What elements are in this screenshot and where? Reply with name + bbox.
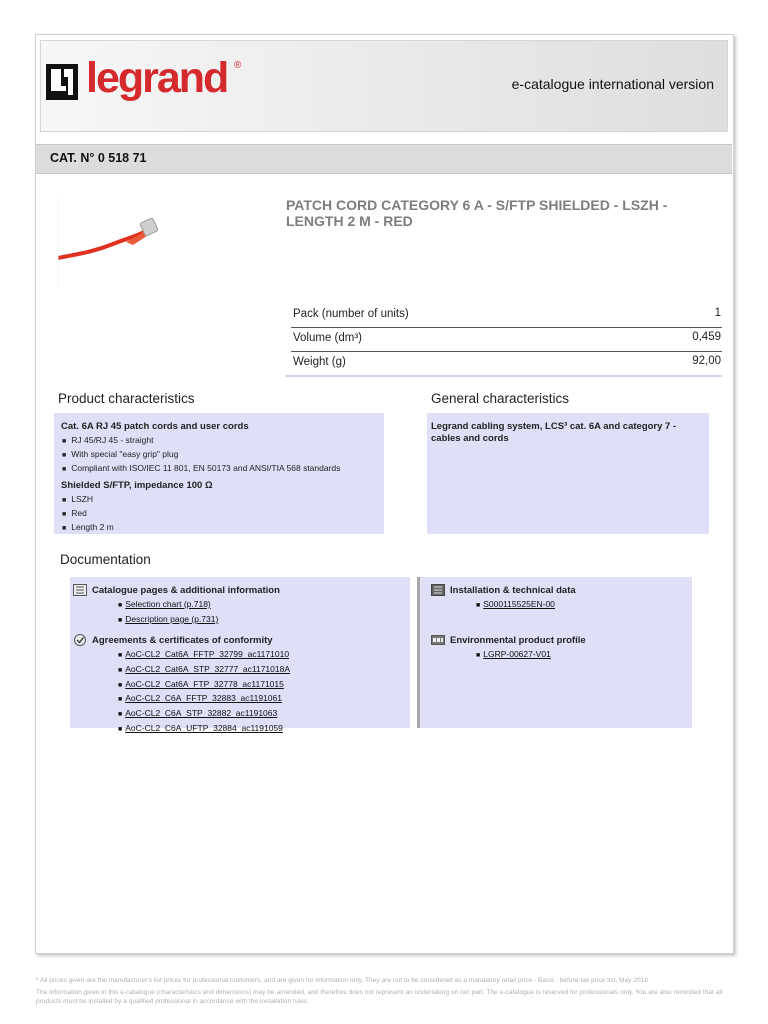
catalogue-version-label: e-catalogue international version <box>511 76 714 92</box>
catalogue-pages-heading: Catalogue pages & additional information <box>92 585 280 596</box>
list-item: ■ LGRP-00627-V01 <box>476 649 551 659</box>
spec-label: Pack (number of units) <box>293 308 409 320</box>
list-item: ■ AoC-CL2_Cat6A_STP_32777_ac1171018A <box>118 663 291 674</box>
general-characteristics-title: General characteristics <box>431 391 570 406</box>
characteristics-list <box>54 493 384 535</box>
list-item: ■ Description page (p.731) <box>118 613 219 624</box>
technical-data-icon <box>431 584 445 596</box>
spec-table <box>285 304 722 377</box>
agreements-heading: Agreements & certificates of conformity <box>92 635 273 646</box>
installation-document-link[interactable]: S000115525EN-00 <box>483 599 555 609</box>
list-item: ■ AoC-CL2_Cat6A_FTP_32778_ac1171015 <box>118 678 284 689</box>
catalogue-icon <box>73 584 87 596</box>
certificate-link[interactable]: AoC-CL2_Cat6A_FFTP_32799_ac1171010 <box>125 649 290 659</box>
list-item: ■ Length 2 m <box>62 522 114 532</box>
product-characteristics-box <box>54 413 384 534</box>
environmental-profile-link[interactable]: LGRP-00627-V01 <box>483 649 551 659</box>
group-heading: Shielded S/FTP, impedance 100 Ω <box>61 480 213 491</box>
list-item: ■ RJ 45/RJ 45 - straight <box>62 435 154 445</box>
list-item: ■ S000115525EN-00 <box>476 599 555 609</box>
environmental-heading: Environmental product profile <box>450 635 586 646</box>
certificate-link[interactable]: AoC-CL2_C6A_UFTP_32884_ac1191059 <box>125 722 283 733</box>
environmental-links <box>476 648 551 663</box>
divider <box>285 375 722 377</box>
list-item: ■ LSZH <box>62 494 93 504</box>
list-item: ■ AoC-CL2_C6A_FFTP_32883_ac1191061 <box>118 693 282 704</box>
price-disclaimer: * All prices given are the manufacturer's list prices for professional customers, and are given for information only. They are not to be considered as a mandatory retail price - Basis : before-tax price list, May 2018 <box>36 977 648 984</box>
spec-row <box>285 352 722 375</box>
documentation-right-box <box>420 577 692 728</box>
spec-label: Volume (dm³) <box>293 332 363 344</box>
documentation-divider <box>417 577 420 728</box>
product-characteristics-title: Product characteristics <box>58 391 195 406</box>
list-item: ■ AoC-CL2_Cat6A_FFTP_32799_ac1171010 <box>118 649 290 659</box>
agreements-links <box>118 648 290 737</box>
certificate-link[interactable]: AoC-CL2_Cat6A_FTP_32778_ac1171015 <box>125 678 284 689</box>
list-item: ■ With special "easy grip" plug <box>62 449 179 459</box>
list-item: ■ AoC-CL2_C6A_UFTP_32884_ac1191059 <box>118 722 283 733</box>
general-characteristics-box <box>427 413 709 534</box>
spec-row <box>285 328 722 351</box>
brand-name: legrand <box>86 54 228 102</box>
registered-mark: ® <box>234 60 242 71</box>
catalogue-number-bar <box>36 144 732 174</box>
certificate-check-icon <box>73 634 87 646</box>
certificate-link[interactable]: AoC-CL2_C6A_STP_32882_ac1191063 <box>125 708 278 719</box>
catalogue-number: CAT. N° 0 518 71 <box>50 151 147 165</box>
characteristics-list <box>54 434 384 476</box>
installation-heading: Installation & technical data <box>450 585 576 596</box>
legrand-logo-mark-icon <box>46 64 78 100</box>
spec-value: 92,00 <box>692 355 721 367</box>
spec-value: 1 <box>714 307 721 319</box>
certificate-link[interactable]: AoC-CL2_Cat6A_STP_32777_ac1171018A <box>125 663 291 674</box>
spec-label: Weight (g) <box>293 356 346 368</box>
legal-disclaimer: The information given in this e-catalogue (characteristics and dimensions) may be amended, and therefore does not represent an undertaking on our part. The e-catalogue is reserved for professionals only. You are also reminded that all products must be installed by a qualified professional in accordance with the installation rules. <box>36 989 723 1005</box>
list-item: ■ Selection chart (p.718) <box>118 599 211 609</box>
description-page-link[interactable]: Description page (p.731) <box>125 613 219 624</box>
product-title: PATCH CORD CATEGORY 6 A - S/FTP SHIELDED - LSZH - LENGTH 2 M - RED <box>286 197 668 229</box>
list-item: ■ Compliant with ISO/IEC 11 801, EN 50173 and ANSI/TIA 568 standards <box>62 463 341 473</box>
general-characteristics-text: Legrand cabling system, LCS³ cat. 6A and category 7 - cables and cords <box>431 421 677 444</box>
environmental-profile-icon <box>431 634 445 646</box>
selection-chart-link[interactable]: Selection chart (p.718) <box>125 599 211 609</box>
list-item: ■ AoC-CL2_C6A_STP_32882_ac1191063 <box>118 708 278 719</box>
group-heading: Cat. 6A RJ 45 patch cords and user cords <box>61 421 249 432</box>
installation-links <box>476 598 555 613</box>
catalogue-links <box>118 598 218 628</box>
list-item: ■ Red <box>62 508 87 518</box>
spec-value: 0,459 <box>692 331 721 343</box>
spec-row <box>285 304 722 327</box>
product-image <box>58 196 158 288</box>
certificate-link[interactable]: AoC-CL2_C6A_FFTP_32883_ac1191061 <box>125 693 282 704</box>
documentation-title: Documentation <box>60 552 151 567</box>
